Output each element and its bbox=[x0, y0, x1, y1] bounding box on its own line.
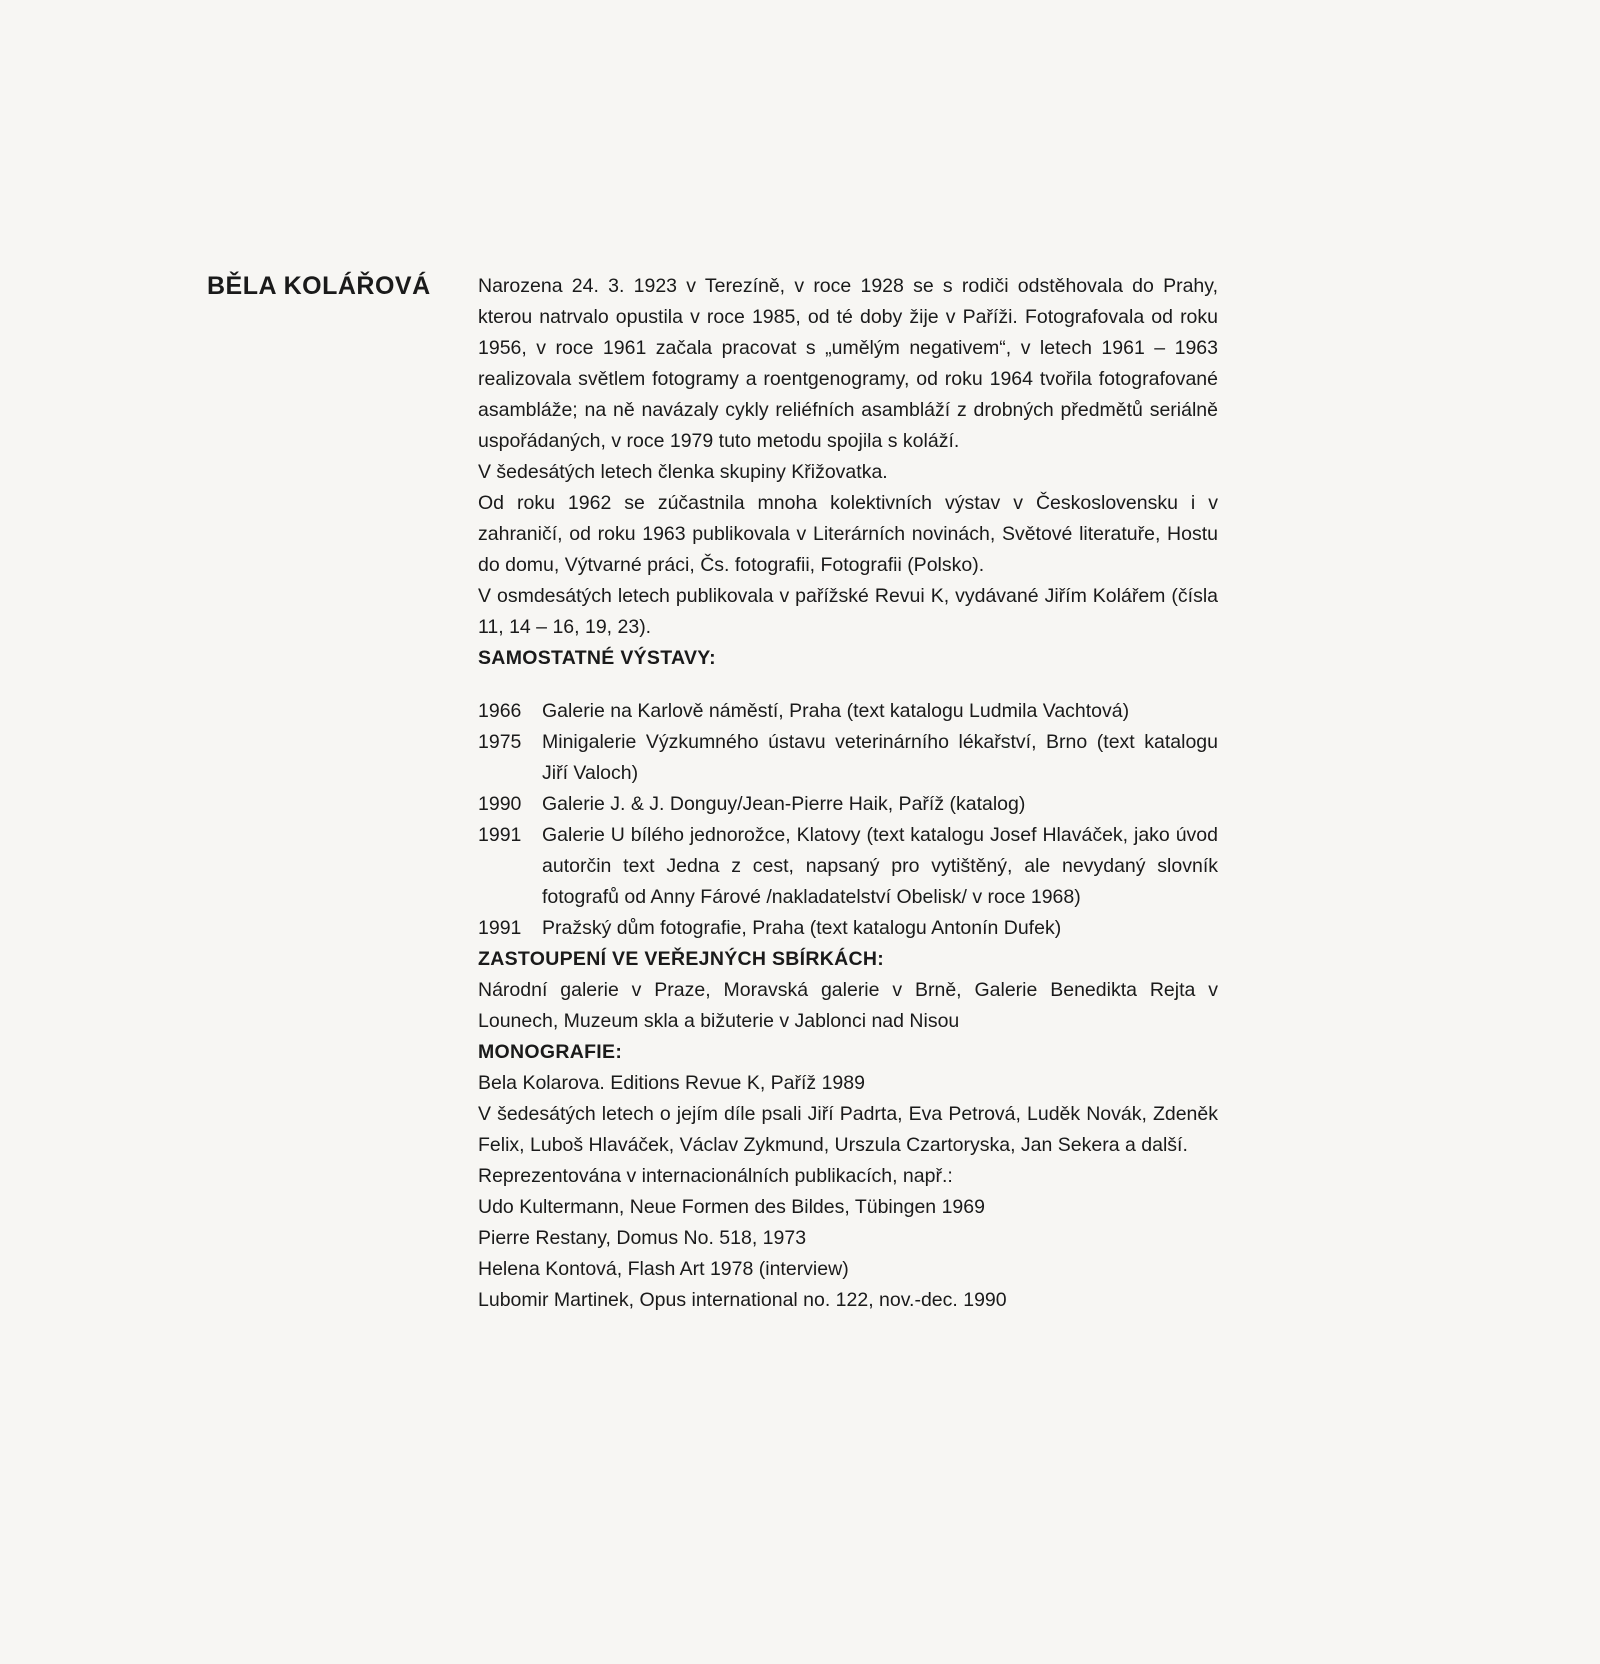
exhibition-text: Pražský dům fotografie, Praha (text katalogu Antonín Dufek) bbox=[542, 917, 1062, 939]
bio-paragraph: Narozena 24. 3. 1923 v Terezíně, v roce 1928 se s rodiči odstěhovala do Prahy, kterou natrvalo opustila v roce 1985, od té doby žije v Paříži. Fotografovala od roku 1956, v roce 1961 začala pracovat s „umělým negativem“, v letech 1961 – 1963 realizovala světlem fotogramy a roentgenogramy, od roku 1964 tvořila fotografované asambláže; na ně navázaly cykly reliéfních asambláží z drobných předmětů seriálně uspořádaných, v roce 1979 tuto metodu spojila s koláží. bbox=[478, 275, 1218, 452]
exhibition-text: Galerie na Karlově náměstí, Praha (text katalogu Ludmila Vachtová) bbox=[542, 700, 1130, 722]
exhibition-year: 1990 bbox=[478, 793, 522, 815]
section-heading-monographs: MONOGRAFIE: bbox=[478, 1041, 623, 1063]
bio-paragraph: V osmdesátých letech publikovala v pařížské Revui K, vydávané Jiřím Kolářem (čísla 11, 14 – 16, 19, 23). bbox=[478, 585, 1218, 638]
exhibition-year: 1991 bbox=[478, 917, 522, 939]
list-item bbox=[478, 696, 1218, 727]
list-item bbox=[478, 820, 1218, 913]
section-heading-collections: ZASTOUPENÍ VE VEŘEJNÝCH SBÍRKÁCH: bbox=[478, 948, 885, 970]
list-item bbox=[478, 789, 1218, 820]
publication-item: Pierre Restany, Domus No. 518, 1973 bbox=[478, 1227, 807, 1249]
section-heading-solo-exhibitions: SAMOSTATNÉ VÝSTAVY: bbox=[478, 647, 716, 669]
bio-paragraph: V šedesátých letech členka skupiny Křižovatka. bbox=[478, 461, 888, 483]
exhibition-year: 1966 bbox=[478, 700, 522, 722]
monograph-intro: Reprezentována v internacionálních publikacích, např.: bbox=[478, 1165, 953, 1187]
publication-item: Lubomir Martinek, Opus international no. 122, nov.-dec. 1990 bbox=[478, 1289, 1007, 1311]
exhibitions-list bbox=[478, 696, 1218, 944]
list-item bbox=[478, 727, 1218, 789]
monograph-writers: V šedesátých letech o jejím díle psali Jiří Padrta, Eva Petrová, Luděk Novák, Zdeněk Felix, Luboš Hlaváček, Václav Zykmund, Urszula Czartoryska, Jan Sekera a další. bbox=[478, 1103, 1218, 1156]
publication-item: Udo Kultermann, Neue Formen des Bildes, Tübingen 1969 bbox=[478, 1196, 985, 1218]
collections-text: Národní galerie v Praze, Moravská galerie v Brně, Galerie Benedikta Rejta v Lounech, Muzeum skla a bižuterie v Jablonci nad Nisou bbox=[478, 979, 1218, 1032]
monograph-book: Bela Kolarova. Editions Revue K, Paříž 1989 bbox=[478, 1072, 865, 1094]
publication-item: Helena Kontová, Flash Art 1978 (interview) bbox=[478, 1258, 849, 1280]
list-item bbox=[478, 913, 1218, 944]
bio-paragraph: Od roku 1962 se zúčastnila mnoha kolektivních výstav v Československu i v zahraničí, od roku 1963 publikovala v Literárních novinách, Světové literatuře, Hostu do domu, Výtvarné práci, Čs. fotografii, Fotografii (Polsko). bbox=[478, 492, 1218, 576]
exhibition-text: Galerie J. & J. Donguy/Jean-Pierre Haik, Paříž (katalog) bbox=[542, 793, 1026, 815]
content-column bbox=[478, 271, 1218, 1316]
exhibition-text: Minigalerie Výzkumného ústavu veterinárního lékařství, Brno (text katalogu Jiří Valoch) bbox=[542, 731, 1218, 784]
exhibition-text: Galerie U bílého jednorožce, Klatovy (text katalogu Josef Hlaváček, jako úvod autorčin text Jedna z cest, napsaný pro vytištěný, ale nevydaný slovník fotografů od Anny Fárové /nakladatelství Obelisk/ v roce 1968) bbox=[542, 824, 1218, 908]
exhibition-year: 1991 bbox=[478, 824, 522, 846]
exhibition-year: 1975 bbox=[478, 731, 522, 753]
author-name: BĚLA KOLÁŘOVÁ bbox=[207, 272, 431, 300]
